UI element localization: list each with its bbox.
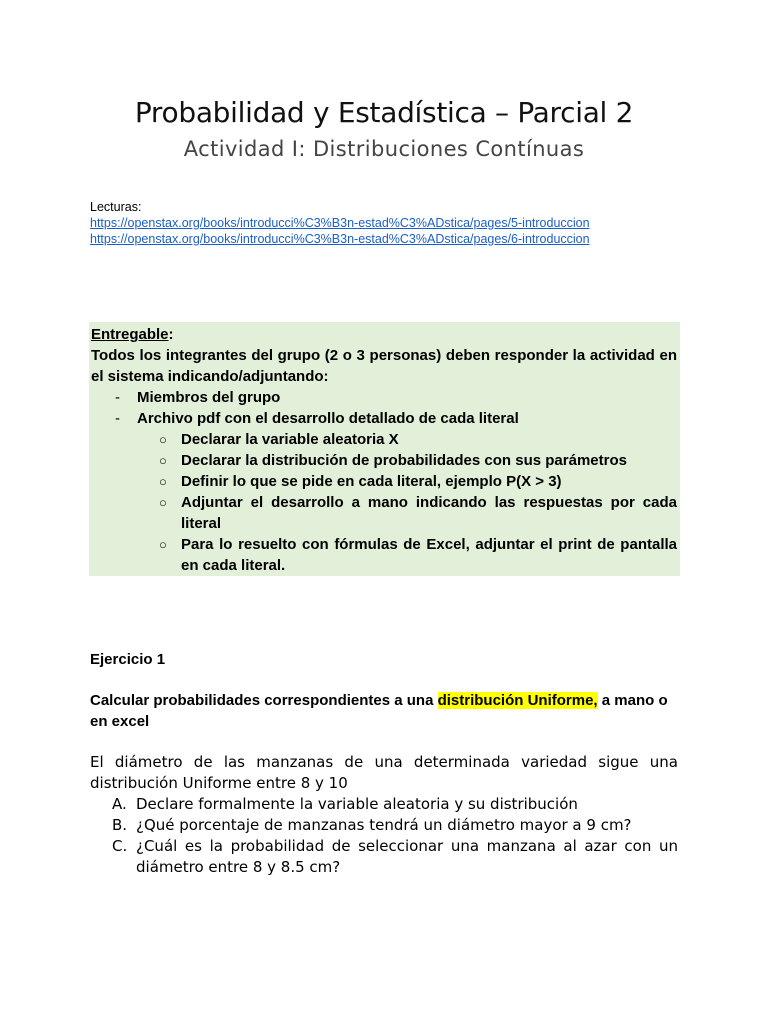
question-label: C.	[112, 837, 128, 855]
document-title: Probabilidad y Estadística – Parcial 2	[134, 96, 634, 129]
question-item	[90, 836, 678, 878]
deliverable-item: - Archivo pdf con el desarrollo detallado de cada literal	[115, 410, 519, 427]
dash-bullet: -	[115, 410, 120, 427]
circle-bullet: ○	[159, 474, 167, 489]
question-label: B.	[112, 816, 128, 834]
exercise-statement: Calcular probabilidades correspondientes a una distribución Uniforme, a mano o en excel	[90, 692, 668, 730]
deliverable-label: Entregable	[91, 326, 169, 343]
deliverable-subitem: ○ Para lo resuelto con fórmulas de Excel, adjuntar el print de pantalla en cada literal.	[159, 536, 677, 574]
deliverable-heading: Entregable:	[91, 326, 174, 343]
question-text: ¿Qué porcentaje de manzanas tendrá un diámetro mayor a 9 cm?	[136, 816, 632, 834]
question-label: A.	[112, 795, 127, 813]
document-subtitle: Actividad I: Distribuciones Contínuas	[183, 137, 585, 161]
exercise-body	[90, 752, 678, 878]
deliverable-box	[89, 322, 680, 576]
reading-link-2[interactable]: https://openstax.org/books/introducci%C3%B3n-estad%C3%ADstica/pages/6-introduccion	[90, 232, 590, 246]
dash-bullet: -	[115, 389, 120, 406]
question-text: ¿Cuál es la probabilidad de seleccionar una manzana al azar con un diámetro entre 8 y 8.5 cm?	[136, 837, 678, 876]
question-text: Declare formalmente la variable aleatoria y su distribución	[136, 795, 578, 813]
deliverable-item: - Miembros del grupo	[115, 389, 281, 406]
circle-bullet: ○	[159, 537, 167, 552]
question-item	[90, 794, 678, 815]
highlighted-term: distribución Uniforme,	[437, 692, 598, 709]
circle-bullet: ○	[159, 432, 167, 447]
circle-bullet: ○	[159, 495, 167, 510]
readings-label: Lecturas:	[90, 200, 142, 214]
exercise-title: Ejercicio 1	[90, 651, 166, 668]
question-item	[90, 815, 678, 836]
deliverable-subitem: ○ Definir lo que se pide en cada literal, ejemplo P(X > 3)	[159, 473, 562, 490]
exercise-description: El diámetro de las manzanas de una determinada variedad sigue una distribución Uniforme entre 8 y 10	[90, 753, 678, 792]
circle-bullet: ○	[159, 453, 167, 468]
reading-link-1[interactable]: https://openstax.org/books/introducci%C3%B3n-estad%C3%ADstica/pages/5-introduccion	[90, 216, 590, 230]
deliverable-intro: Todos los integrantes del grupo (2 o 3 personas) deben responder la actividad en el sistema indicando/adjuntando:	[91, 347, 677, 385]
deliverable-subitem: ○ Declarar la distribución de probabilidades con sus parámetros	[159, 452, 627, 469]
readings-section	[90, 199, 590, 247]
deliverable-subitem: ○ Adjuntar el desarrollo a mano indicando las respuestas por cada literal	[159, 494, 677, 532]
deliverable-subitem: ○ Declarar la variable aleatoria X	[159, 431, 399, 448]
